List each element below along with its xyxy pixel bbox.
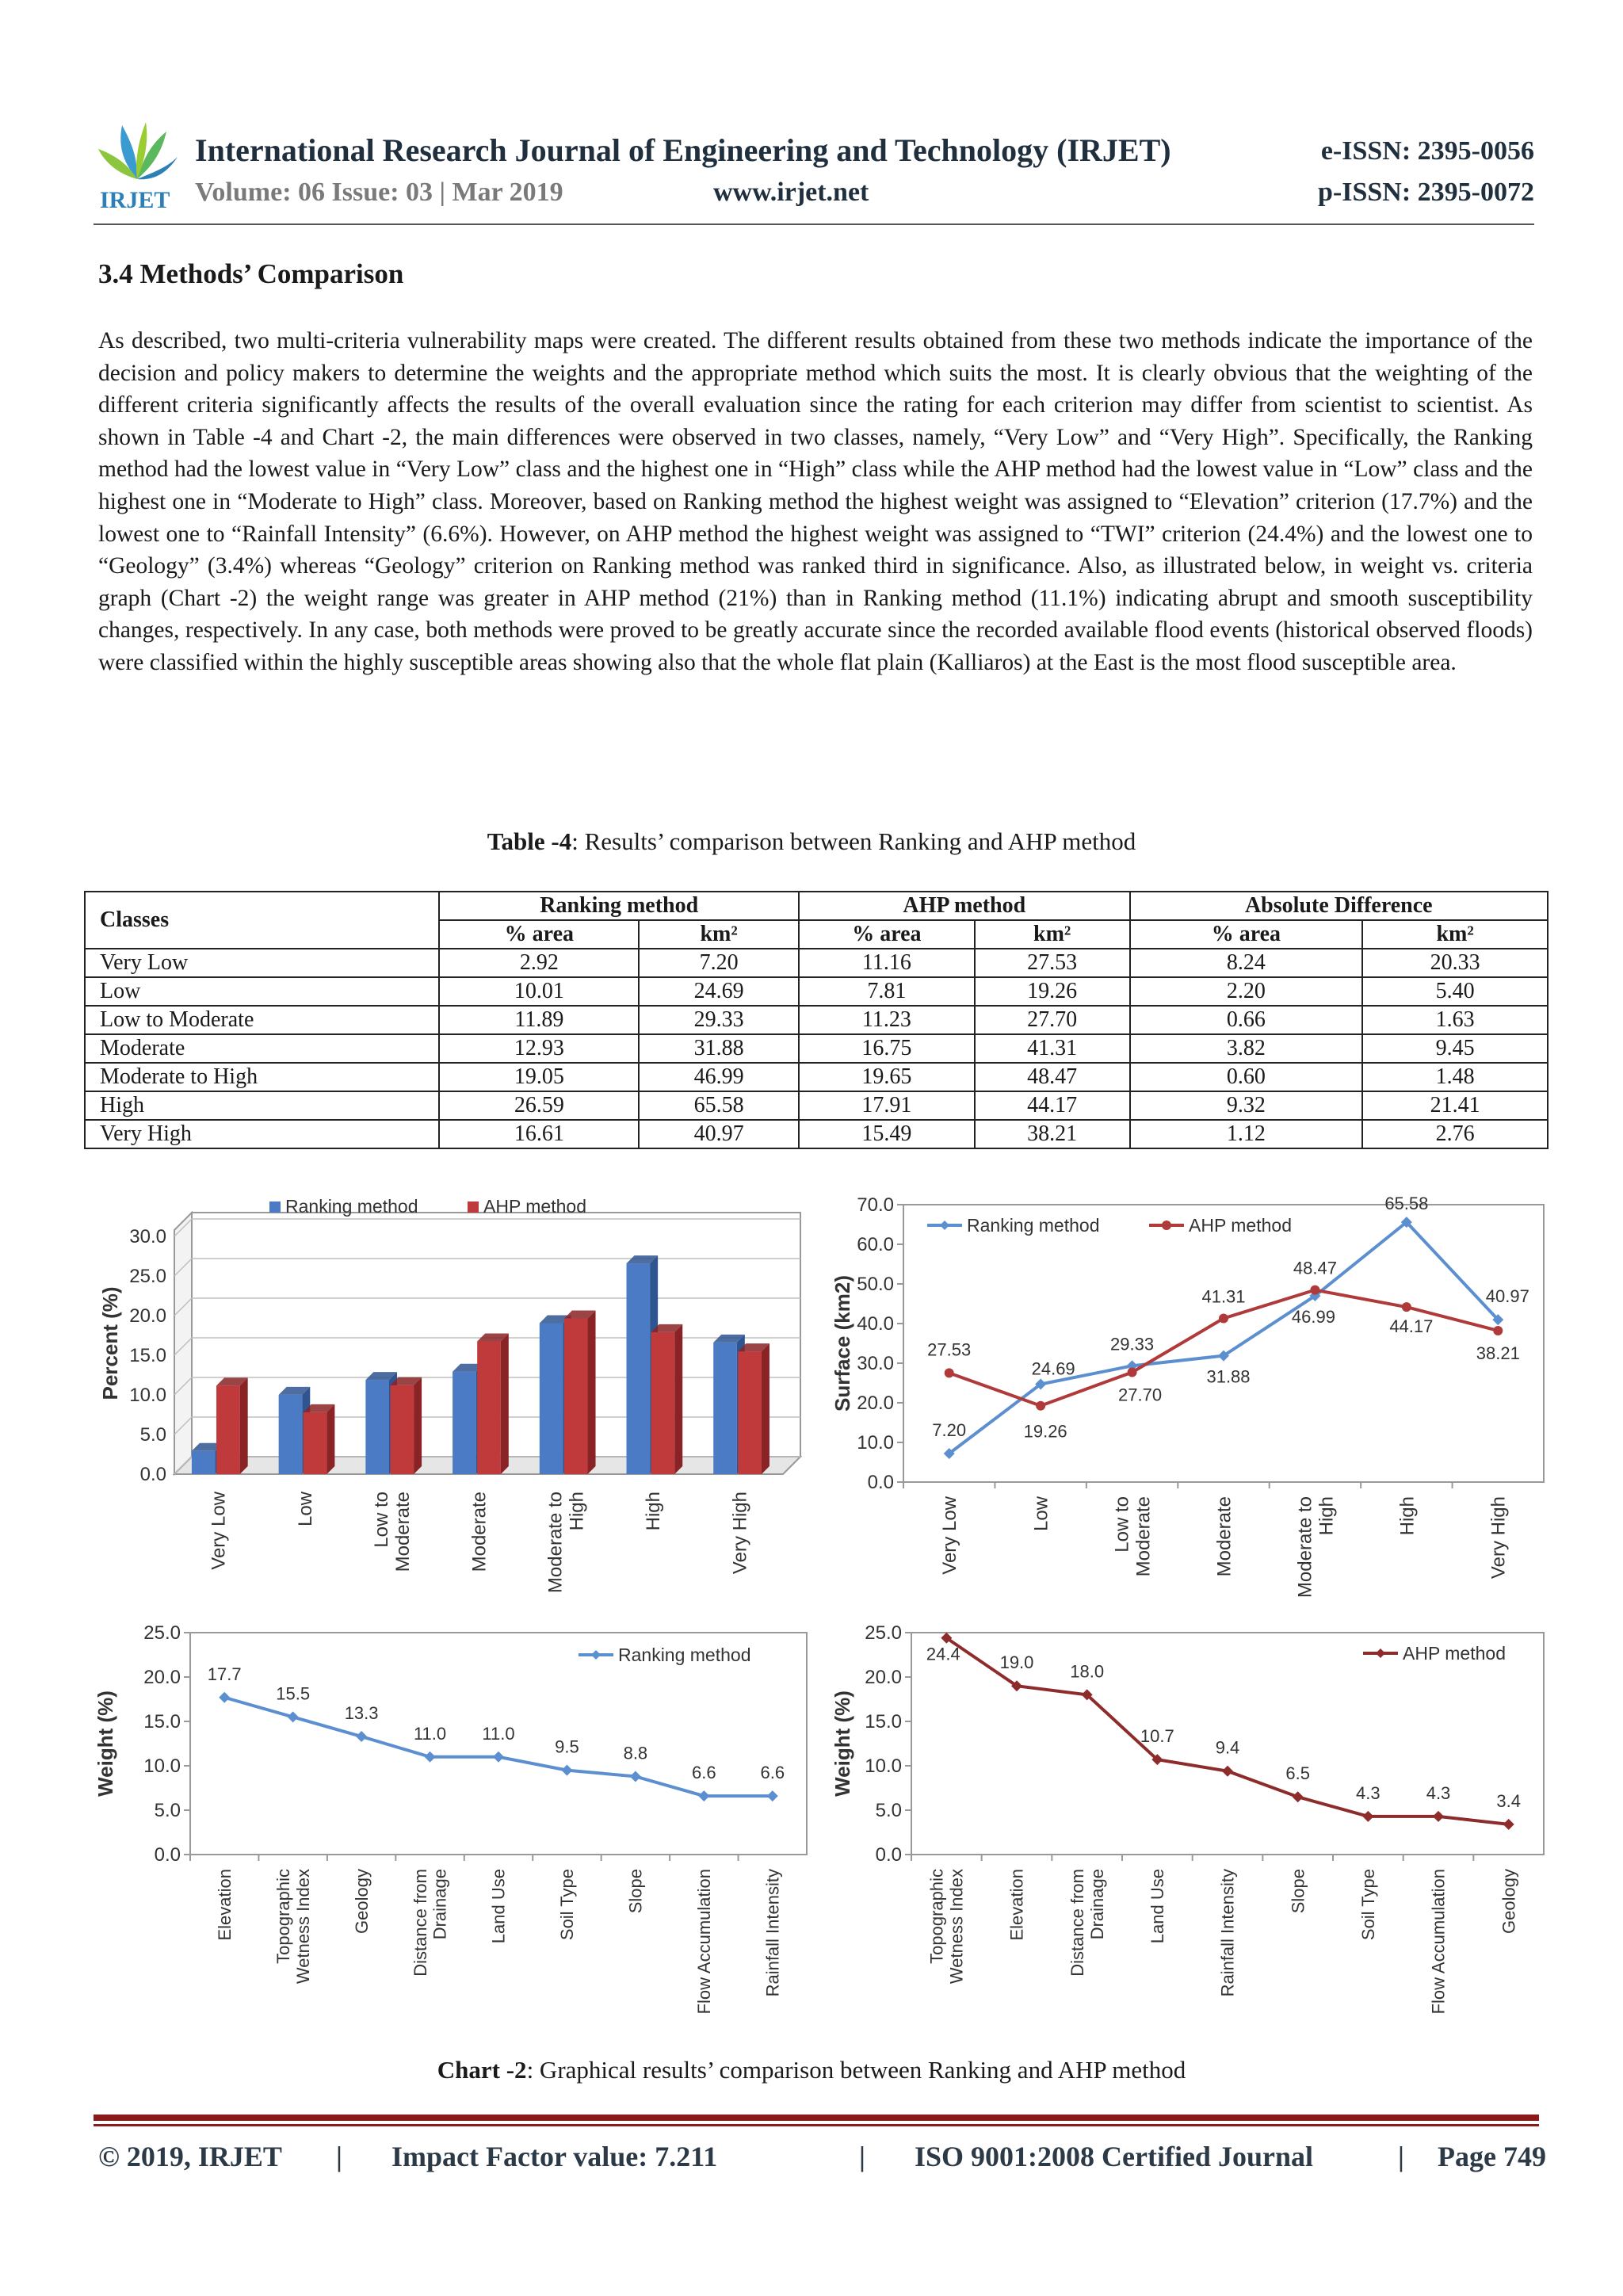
data-point (1036, 1401, 1045, 1411)
x-tick-label (694, 1869, 714, 2014)
y-tick-label: 20.0 (143, 1667, 181, 1688)
tick-label-line: Moderate (468, 1492, 491, 1572)
tick-label-line: Low to (371, 1492, 393, 1548)
bar-ahp (216, 1385, 240, 1474)
bar-ahp (477, 1342, 501, 1475)
table-cell: 2.20 (1130, 977, 1363, 1006)
table-row-class: Moderate to High (85, 1063, 439, 1091)
table-row (85, 1091, 1548, 1120)
table-row-class: Very Low (85, 949, 439, 977)
tick-label-line: High (566, 1492, 588, 1531)
tick-label-line: Moderate (392, 1492, 414, 1572)
y-tick-label: 0.0 (154, 1844, 181, 1866)
x-tick-label (1358, 1869, 1378, 1940)
subheader-cell: km² (975, 920, 1130, 949)
data-label: 11.0 (482, 1723, 515, 1744)
tick-label-line: Flow Accumulation (694, 1869, 715, 2015)
bar-ranking (713, 1343, 737, 1474)
table-body (85, 949, 1548, 1148)
logo-text: IRJET (100, 187, 170, 212)
y-tick-label: 30.0 (129, 1226, 166, 1247)
tick-label-line: Low (294, 1492, 316, 1527)
table-cell: 19.26 (975, 977, 1130, 1006)
header-classes: Classes (85, 892, 439, 949)
data-point (1402, 1302, 1411, 1312)
table-cell: 65.58 (639, 1091, 799, 1120)
data-point (945, 1368, 954, 1377)
x-tick-label (1213, 1496, 1235, 1576)
tick-label-line: Wetness Index (292, 1869, 313, 1985)
x-tick-label (352, 1869, 372, 1934)
tick-label-line: Rainfall Intensity (1217, 1869, 1238, 1997)
header-ranking: Ranking method (439, 892, 799, 920)
table-cell: 27.53 (975, 949, 1130, 977)
header-ahp: AHP method (799, 892, 1130, 920)
x-tick-label (1218, 1869, 1238, 1996)
table-row (85, 949, 1548, 977)
bar-ahp (651, 1332, 675, 1474)
y-tick-label: 0.0 (867, 1472, 894, 1493)
data-label: 29.33 (1110, 1334, 1155, 1354)
subheader-cell: km² (1362, 920, 1548, 949)
pissn: p-ISSN: 2395-0072 (1318, 178, 1534, 207)
table-caption-text: : Results’ comparison between Ranking and AHP method (571, 827, 1136, 855)
y-axis-label: Weight (%) (94, 1690, 117, 1797)
table-cell: 3.82 (1130, 1034, 1363, 1063)
y-tick-label: 15.0 (143, 1711, 181, 1733)
table-cell: 41.31 (975, 1034, 1130, 1063)
data-label: 4.3 (1426, 1782, 1451, 1803)
tick-label-line: Very High (1487, 1496, 1510, 1580)
bar-ranking (192, 1451, 216, 1474)
y-tick-label: 70.0 (857, 1194, 894, 1216)
header-absolute-difference: Absolute Difference (1130, 892, 1548, 920)
data-label: 48.47 (1293, 1258, 1337, 1278)
data-point (1310, 1286, 1319, 1295)
table-cell: 15.49 (799, 1120, 975, 1148)
tick-label-line: Low (1030, 1496, 1052, 1532)
bar-ranking (453, 1372, 476, 1474)
tick-label-line: Geology (1499, 1869, 1519, 1934)
x-tick-label (489, 1869, 509, 1943)
y-tick-label: 5.0 (154, 1800, 181, 1821)
tick-label-line: Moderate (1132, 1496, 1155, 1577)
table-cell: 19.65 (799, 1063, 975, 1091)
data-label: 41.31 (1201, 1286, 1246, 1307)
y-tick-label: 20.0 (129, 1305, 166, 1327)
tick-label-line: Drainage (430, 1869, 450, 1940)
table-cell: 2.92 (439, 949, 639, 977)
legend-swatch-ahp (468, 1201, 479, 1213)
y-tick-label: 5.0 (139, 1424, 166, 1446)
data-label: 13.3 (344, 1703, 379, 1724)
x-tick-label (1499, 1869, 1518, 1934)
data-label: 8.8 (623, 1743, 648, 1763)
y-axis-label: Percent (%) (98, 1286, 122, 1400)
tick-label-line: Topographic (273, 1869, 293, 1964)
table-row (85, 1034, 1548, 1063)
table-cell: 24.69 (639, 977, 799, 1006)
bar-side (501, 1334, 509, 1475)
table-cell: 11.89 (439, 1006, 639, 1034)
table-cell: 17.91 (799, 1091, 975, 1120)
footer-separator: | (336, 2141, 342, 2172)
chart-caption (0, 2056, 1623, 2084)
y-tick-label: 25.0 (143, 1622, 181, 1644)
y-tick-label: 20.0 (857, 1392, 894, 1414)
data-label: 6.6 (760, 1763, 785, 1783)
x-tick-label (557, 1869, 577, 1940)
tick-label-line: Drainage (1086, 1869, 1107, 1940)
legend-label: AHP method (1403, 1643, 1506, 1664)
x-tick-label (626, 1869, 646, 1913)
tick-label-line: Rainfall Intensity (762, 1869, 783, 1997)
x-tick-label (468, 1492, 490, 1572)
tick-label-line: Distance from (410, 1869, 430, 1977)
data-point (1493, 1326, 1503, 1335)
journal-title: International Research Journal of Engineering and Technology (IRJET) (195, 132, 1171, 168)
tick-label-line: Low to (1111, 1496, 1133, 1553)
data-point (1128, 1368, 1137, 1377)
data-label: 9.5 (555, 1736, 579, 1757)
table-cell: 9.45 (1362, 1034, 1548, 1063)
y-tick-label: 15.0 (129, 1345, 166, 1366)
bar-side (674, 1324, 682, 1474)
data-label: 7.20 (932, 1420, 967, 1440)
table-row-class: High (85, 1091, 439, 1120)
table-caption (0, 827, 1623, 856)
table-cell: 40.97 (639, 1120, 799, 1148)
data-label: 10.7 (1140, 1726, 1174, 1747)
data-label: 31.88 (1206, 1366, 1251, 1387)
table-cell: 7.81 (799, 977, 975, 1006)
x-tick-label (208, 1491, 229, 1569)
y-tick-label: 30.0 (857, 1353, 894, 1374)
x-tick-label (295, 1491, 316, 1526)
data-label: 11.0 (413, 1723, 447, 1744)
footer-page: Page 749 (1438, 2141, 1546, 2172)
data-label: 6.6 (692, 1763, 716, 1783)
bar-ranking (627, 1263, 651, 1474)
tick-label-line: Soil Type (1358, 1869, 1379, 1941)
tick-label-line: Land Use (488, 1869, 509, 1944)
table-cell: 11.16 (799, 949, 975, 977)
x-tick-label (1429, 1869, 1449, 2014)
footer-iso: ISO 9001:2008 Certified Journal (915, 2141, 1313, 2172)
subheader-cell: % area (439, 920, 639, 949)
y-tick-label: 15.0 (865, 1711, 902, 1733)
table-cell: 21.41 (1362, 1091, 1548, 1120)
table-cell: 27.70 (975, 1006, 1130, 1034)
footer-impact: Impact Factor value: 7.211 (391, 2141, 718, 2172)
x-tick-label (1031, 1496, 1052, 1531)
legend-marker (1162, 1221, 1171, 1230)
x-tick-label (1148, 1869, 1167, 1943)
y-tick-label: 0.0 (875, 1844, 902, 1866)
y-tick-label: 0.0 (139, 1464, 166, 1485)
bar-side (327, 1404, 334, 1474)
table-cell: 19.05 (439, 1063, 639, 1091)
tick-label-line: Geology (351, 1869, 372, 1934)
footer-separator: | (859, 2141, 865, 2172)
legend-label: Ranking method (618, 1645, 751, 1665)
chart-background (824, 1189, 1553, 1641)
table-cell: 20.33 (1362, 949, 1548, 977)
table-row (85, 1006, 1548, 1034)
table-row-class: Low (85, 977, 439, 1006)
subheader-cell: % area (799, 920, 975, 949)
table-cell: 10.01 (439, 977, 639, 1006)
bar-ranking (540, 1324, 563, 1475)
tick-label-line: Flow Accumulation (1428, 1869, 1449, 2015)
table-row (85, 1120, 1548, 1148)
y-axis-label: Surface (km2) (831, 1275, 854, 1412)
data-label: 27.53 (927, 1339, 972, 1360)
legend-label: AHP method (1189, 1215, 1292, 1236)
tick-label-line: High (1316, 1496, 1338, 1536)
data-label: 65.58 (1384, 1194, 1429, 1214)
y-tick-label: 25.0 (865, 1622, 902, 1644)
table-cell: 0.60 (1130, 1063, 1363, 1091)
legend-label: Ranking method (967, 1215, 1100, 1236)
data-label: 38.21 (1476, 1343, 1520, 1363)
chart-line-weight-ahp (824, 1617, 1553, 2053)
x-tick-label (1007, 1869, 1027, 1941)
tick-label-line: Elevation (214, 1869, 235, 1941)
table-cell: 29.33 (639, 1006, 799, 1034)
y-tick-label: 40.0 (857, 1313, 894, 1335)
table-cell: 2.76 (1362, 1120, 1548, 1148)
chart-side-wall (174, 1213, 192, 1474)
eissn: e-ISSN: 2395-0056 (1320, 136, 1534, 166)
table-row-class: Very High (85, 1120, 439, 1148)
data-label: 3.4 (1496, 1790, 1521, 1811)
tick-label-line: Slope (625, 1869, 646, 1914)
tick-label-line: Very Low (208, 1492, 230, 1570)
bar-side (588, 1311, 596, 1475)
table-cell: 11.23 (799, 1006, 975, 1034)
results-table (84, 891, 1549, 1149)
data-label: 24.4 (926, 1644, 960, 1664)
table-cell: 7.20 (639, 949, 799, 977)
bar-ahp (738, 1351, 762, 1474)
footer-separator: | (1398, 2141, 1404, 2172)
table-cell: 48.47 (975, 1063, 1130, 1091)
data-label: 27.70 (1118, 1385, 1163, 1405)
legend-label-ahp: AHP method (483, 1196, 586, 1217)
y-axis-label: Weight (%) (831, 1690, 854, 1797)
tick-label-line: Moderate to (544, 1492, 567, 1594)
footer (98, 2140, 1546, 2173)
data-label: 17.7 (207, 1664, 242, 1684)
x-tick-label (1396, 1496, 1418, 1535)
y-tick-label: 60.0 (857, 1234, 894, 1255)
table-row (85, 977, 1548, 1006)
bar-ahp (304, 1412, 327, 1474)
y-tick-label: 5.0 (875, 1800, 902, 1821)
bar-ranking (365, 1380, 389, 1474)
volume-issue: Volume: 06 Issue: 03 | Mar 2019 (195, 178, 563, 207)
table-row (85, 1063, 1548, 1091)
table-cell: 26.59 (439, 1091, 639, 1120)
header-divider (94, 223, 1534, 225)
tick-label-line: Wetness Index (946, 1869, 967, 1985)
chart-caption-label: Chart -2 (437, 2056, 527, 2084)
footer-rule (94, 2115, 1539, 2121)
tick-label-line: Soil Type (557, 1869, 578, 1941)
section-title: 3.4 Methods’ Comparison (98, 258, 404, 289)
bar-side (762, 1343, 769, 1474)
tick-label-line: Land Use (1148, 1869, 1168, 1944)
x-tick-label (939, 1496, 960, 1574)
table-cell: 5.40 (1362, 977, 1548, 1006)
tick-label-line: Moderate to (1294, 1496, 1316, 1599)
data-label: 24.69 (1031, 1358, 1075, 1379)
legend-swatch-ranking (269, 1201, 281, 1213)
tick-label-line: Slope (1288, 1869, 1308, 1914)
bar-ranking (279, 1395, 303, 1474)
y-tick-label: 10.0 (129, 1385, 166, 1406)
x-tick-label (215, 1869, 235, 1941)
bar-ahp (564, 1319, 588, 1475)
data-point (1219, 1313, 1228, 1323)
data-label: 19.26 (1023, 1421, 1067, 1442)
table-cell: 38.21 (975, 1120, 1130, 1148)
table-cell: 31.88 (639, 1034, 799, 1063)
tick-label-line: High (642, 1492, 664, 1531)
bar-ahp (390, 1385, 414, 1474)
website-link[interactable]: www.irjet.net (713, 178, 869, 207)
table-cell: 44.17 (975, 1091, 1130, 1120)
y-tick-label: 10.0 (857, 1432, 894, 1454)
tick-label-line: Very Low (939, 1496, 961, 1575)
tick-label-line: High (1396, 1496, 1419, 1536)
chart-caption-text: : Graphical results’ comparison between Ranking and AHP method (526, 2056, 1186, 2084)
footer-copyright: © 2019, IRJET (98, 2141, 282, 2172)
x-tick-label (1288, 1869, 1308, 1913)
footer-rule-thin (94, 2124, 1539, 2126)
data-label: 46.99 (1291, 1307, 1335, 1328)
data-label: 19.0 (999, 1652, 1034, 1673)
data-label: 4.3 (1356, 1782, 1381, 1803)
tick-label-line: Elevation (1006, 1869, 1027, 1941)
table-cell: 0.66 (1130, 1006, 1363, 1034)
tick-label-line: Moderate (1213, 1496, 1235, 1577)
data-label: 9.4 (1215, 1737, 1240, 1758)
table-cell: 8.24 (1130, 949, 1363, 977)
body-paragraph: As described, two multi-criteria vulnerability maps were created. The different results obtained from these two methods indicate the importance of the decision and policy makers to determine the weights and the appropriate method which suits the most. It is clearly obvious that the weighting of the different criteria significantly affects the results of the overall evaluation since the rating for each criterion may differ from scientist to scientist. As shown in Table -4 and Chart -2, the main differences were observed in two classes, namely, “Very Low” and “Very High”. Specifically, the Ranking method had the lowest value in “Very Low” class and the highest one in “High” class while the AHP method had the lowest value in “Low” class and the highest one in “Moderate to High” class. Moreover, based on Ranking method the highest weight was assigned to “Elevation” criterion (17.7%) and the lowest one to “Rainfall Intensity” (6.6%). However, on AHP method the highest weight was assigned to “TWI” criterion (24.4%) and the lowest one to “Geology” (3.4%) whereas “Geology” criterion on Ranking method was ranked third in significance. Also, as illustrated below, in weight vs. criteria graph (Chart -2) the weight range was greater in AHP method (21%) than in Ranking method (11.1%) indicating abrupt and smooth susceptibility changes, respectively. In any case, both methods were proved to be greatly accurate since the recorded available flood events (historical observed floods) were classified within the highly susceptible areas showing also that the whole flat plain (Kalliaros) at the East is the most flood susceptible area. (98, 328, 1533, 675)
legend-label-ranking: Ranking method (285, 1196, 418, 1217)
x-tick-label (762, 1869, 782, 1996)
leaf-icon (98, 122, 178, 179)
y-tick-label: 20.0 (865, 1667, 902, 1688)
data-label: 6.5 (1285, 1763, 1310, 1784)
tick-label-line: Very High (729, 1492, 751, 1575)
table-cell: 9.32 (1130, 1091, 1363, 1120)
x-tick-label (643, 1492, 664, 1530)
x-tick-label (1488, 1496, 1510, 1579)
tick-label-line: Topographic (926, 1869, 947, 1964)
x-tick-label (730, 1492, 751, 1574)
data-label: 18.0 (1070, 1661, 1105, 1682)
table-caption-label: Table -4 (487, 827, 572, 855)
table-cell: 12.93 (439, 1034, 639, 1063)
irjet-logo (94, 117, 181, 212)
chart-bar-percent (87, 1189, 816, 1641)
table-row-class: Low to Moderate (85, 1006, 439, 1034)
data-label: 40.97 (1485, 1286, 1529, 1307)
table-cell: 1.48 (1362, 1063, 1548, 1091)
bar-side (414, 1377, 422, 1474)
table-cell: 1.63 (1362, 1006, 1548, 1034)
chart-line-weight-ranking (87, 1617, 816, 2053)
subheader-cell: km² (639, 920, 799, 949)
table-cell: 16.75 (799, 1034, 975, 1063)
data-label: 44.17 (1389, 1316, 1434, 1337)
y-tick-label: 25.0 (129, 1266, 166, 1287)
tick-label-line: Distance from (1067, 1869, 1087, 1977)
subheader-cell: % area (1130, 920, 1363, 949)
table-cell: 16.61 (439, 1120, 639, 1148)
table-row-class: Moderate (85, 1034, 439, 1063)
data-label: 15.5 (276, 1683, 311, 1704)
y-tick-label: 50.0 (857, 1274, 894, 1295)
table-cell: 1.12 (1130, 1120, 1363, 1148)
y-tick-label: 10.0 (865, 1755, 902, 1777)
y-tick-label: 10.0 (143, 1755, 181, 1777)
table-cell: 46.99 (639, 1063, 799, 1091)
bar-side (240, 1377, 248, 1474)
chart-line-surface (824, 1189, 1553, 1641)
